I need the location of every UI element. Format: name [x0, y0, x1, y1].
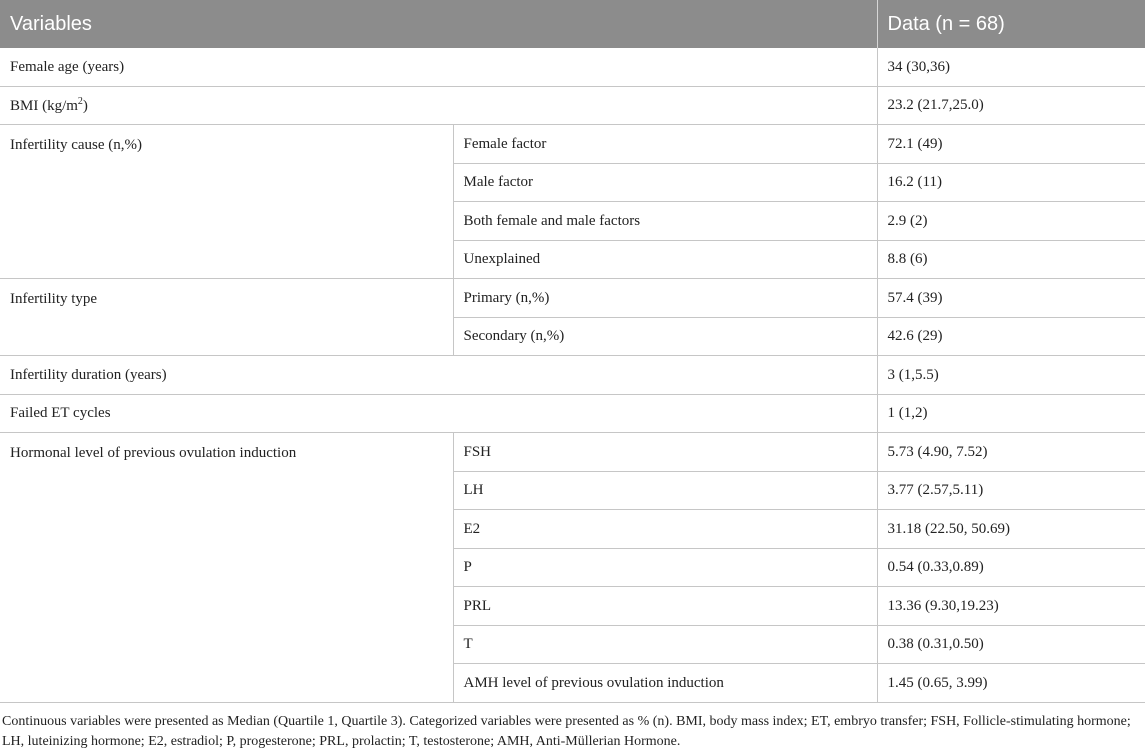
sub-label: E2 — [453, 510, 877, 549]
table-row — [0, 48, 1145, 86]
table-row — [0, 394, 1145, 433]
row-label: Female age (years) — [0, 48, 877, 86]
sub-label: Both female and male factors — [453, 202, 877, 241]
row-value: 8.8 (6) — [877, 240, 1145, 279]
group-label: Infertility cause (n,%) — [0, 125, 453, 279]
row-value: 0.54 (0.33,0.89) — [877, 548, 1145, 587]
row-value: 57.4 (39) — [877, 279, 1145, 318]
table-header-row — [0, 0, 1145, 48]
row-value: 1 (1,2) — [877, 394, 1145, 433]
sub-label: LH — [453, 471, 877, 510]
row-label: Infertility duration (years) — [0, 356, 877, 395]
table-row — [0, 125, 1145, 164]
row-value: 34 (30,36) — [877, 48, 1145, 86]
row-label — [0, 86, 877, 125]
bmi-label-end: ) — [82, 97, 88, 114]
sub-label: Primary (n,%) — [453, 279, 877, 318]
sub-label: AMH level of previous ovulation induction — [453, 664, 877, 703]
row-value: 2.9 (2) — [877, 202, 1145, 241]
row-value: 3 (1,5.5) — [877, 356, 1145, 395]
bmi-unit-superscript: 2 — [77, 95, 83, 107]
row-value: 72.1 (49) — [877, 125, 1145, 164]
row-value: 23.2 (21.7,25.0) — [877, 86, 1145, 125]
sub-label: FSH — [453, 433, 877, 472]
sub-label: Secondary (n,%) — [453, 317, 877, 356]
row-value: 31.18 (22.50, 50.69) — [877, 510, 1145, 549]
table-footnote: Continuous variables were presented as Median (Quartile 1, Quartile 3). Categorized variables were presented as % (n). BMI, body mass index; ET, embryo transfer; FSH, Follicle-stimulating hormone; LH, luteinizing hormone; E2, estradiol; P, progesterone; PRL, prolactin; T, testosterone; AMH, Anti-Müllerian Hormone. — [2, 713, 1131, 749]
group-label: Infertility type — [0, 279, 453, 356]
sub-label: Female factor — [453, 125, 877, 164]
group-label: Hormonal level of previous ovulation induction — [0, 433, 453, 703]
sub-label: T — [453, 625, 877, 664]
sub-label: PRL — [453, 587, 877, 626]
row-value: 1.45 (0.65, 3.99) — [877, 664, 1145, 703]
sub-label: Unexplained — [453, 240, 877, 279]
table-row — [0, 86, 1145, 125]
row-value: 5.73 (4.90, 7.52) — [877, 433, 1145, 472]
header-data: Data (n = 68) — [877, 0, 1145, 48]
table-row — [0, 279, 1145, 318]
table-row — [0, 433, 1145, 472]
row-value: 13.36 (9.30,19.23) — [877, 587, 1145, 626]
bmi-label: BMI (kg/m — [10, 97, 78, 114]
sub-label: P — [453, 548, 877, 587]
header-variables: Variables — [0, 0, 877, 48]
row-value: 16.2 (11) — [877, 163, 1145, 202]
row-value: 42.6 (29) — [877, 317, 1145, 356]
row-value: 3.77 (2.57,5.11) — [877, 471, 1145, 510]
sub-label: Male factor — [453, 163, 877, 202]
row-value: 0.38 (0.31,0.50) — [877, 625, 1145, 664]
row-label: Failed ET cycles — [0, 394, 877, 433]
table-row — [0, 356, 1145, 395]
